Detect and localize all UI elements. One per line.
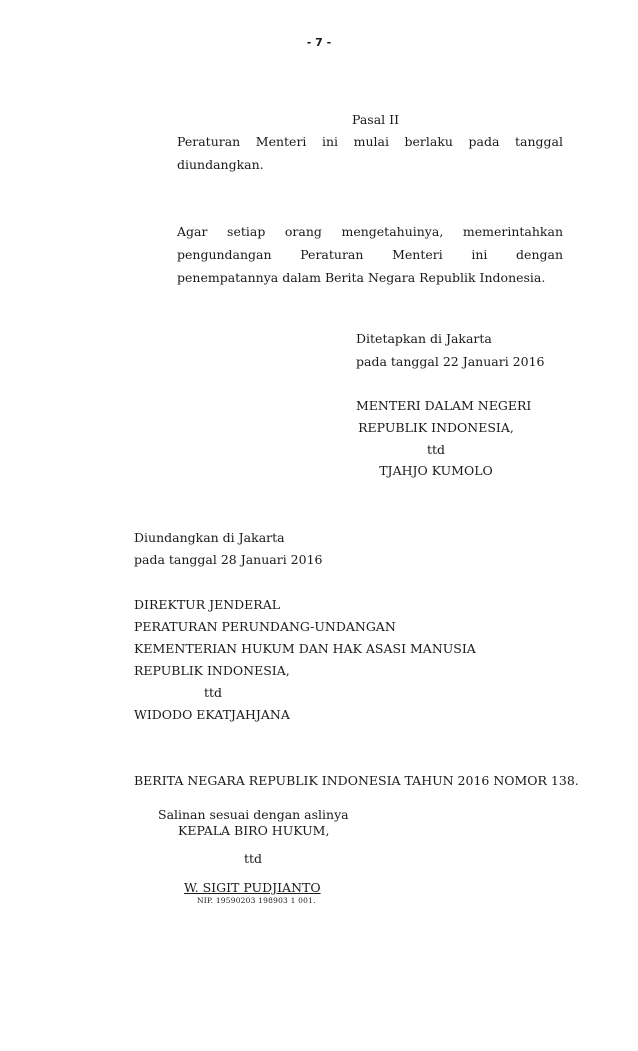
director-title-line-3: KEMENTERIAN HUKUM DAN HAK ASASI MANUSIA [134, 641, 476, 656]
minister-name: TJAHJO KUMOLO [379, 463, 493, 478]
certified-copy-name: W. SIGIT PUDJIANTO [184, 880, 321, 895]
promulgation-date: pada tanggal 28 Januari 2016 [134, 552, 323, 567]
stipulation-place: Ditetapkan di Jakarta [356, 331, 492, 346]
certified-copy-line-2: KEPALA BIRO HUKUM, [178, 823, 330, 838]
director-title-line-4: REPUBLIK INDONESIA, [134, 663, 290, 678]
minister-signed: ttd [426, 442, 446, 457]
gazette-reference: BERITA NEGARA REPUBLIK INDONESIA TAHUN 2016 NOMOR 138. [134, 773, 579, 788]
minister-title-line-1: MENTERI DALAM NEGERI [356, 398, 532, 413]
paragraph-promulgation-order: Agar setiap orang mengetahuinya, memerintahkan pengundangan Peraturan Menteri ini dengan penempatannya dalam Berita Negara Republik Indonesia. [177, 224, 563, 285]
certified-copy-nip: NIP. 19590203 198903 1 001. [197, 896, 316, 905]
minister-title-line-2: REPUBLIK INDONESIA, [358, 420, 514, 435]
paragraph-effective-date: Peraturan Menteri ini mulai berlaku pada tanggal diundangkan. [177, 134, 563, 172]
director-title-line-1: DIREKTUR JENDERAL [134, 597, 281, 612]
director-signed: ttd [204, 685, 223, 700]
director-title-line-2: PERATURAN PERUNDANG-UNDANGAN [134, 619, 396, 634]
director-name: WIDODO EKATJAHJANA [134, 707, 290, 722]
pasal-heading: Pasal II [352, 112, 400, 127]
promulgation-place: Diundangkan di Jakarta [134, 530, 285, 545]
certified-copy-line-1: Salinan sesuai dengan aslinya [158, 807, 349, 822]
stipulation-date: pada tanggal 22 Januari 2016 [356, 354, 545, 369]
page-number: - 7 - [306, 36, 332, 49]
certified-copy-signed: ttd [244, 851, 263, 866]
